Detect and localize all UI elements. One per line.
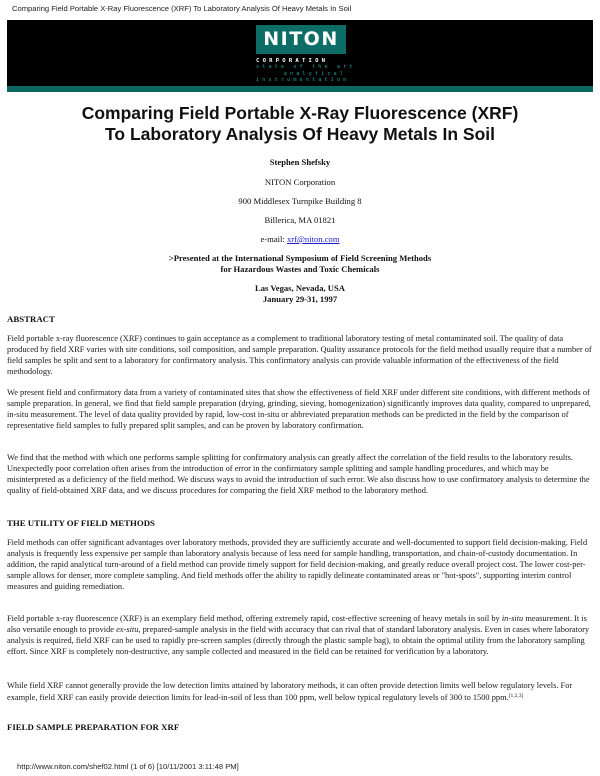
reference-superscript: [1,2,3] xyxy=(508,693,524,700)
author-city: Billerica, MA 01821 xyxy=(264,215,336,225)
print-page-header: Comparing Field Portable X-Ray Fluorescence (XRF) To Laboratory Analysis Of Heavy Metals In Soil xyxy=(12,4,352,13)
utility-heading: THE UTILITY OF FIELD METHODS xyxy=(7,518,155,528)
utility-p2-in-situ: in-situ xyxy=(501,614,524,623)
title-line-2: To Laboratory Analysis Of Heavy Metals In Soil xyxy=(105,124,495,144)
paper-title xyxy=(0,103,600,145)
presentation-line-1: >Presented at the International Symposium of Field Screening Methods xyxy=(168,253,432,263)
presentation-location: Las Vegas, Nevada, USA xyxy=(254,283,345,293)
utility-p2-ex-situ: ex-situ xyxy=(116,625,139,635)
abstract-heading: ABSTRACT xyxy=(7,314,55,324)
presentation-date: January 29-31, 1997 xyxy=(262,294,338,304)
utility-paragraph-3 xyxy=(7,680,595,703)
utility-p3-text: While field XRF cannot generally provide the low detection limits attained by laboratory methods, it can often provide detection limits well below regulatory levels. For example, field XRF can easily provide detection limits for lead-in-soil of less than 100 ppm, well below typical regulatory levels of 300 to 1500 ppm. xyxy=(7,681,573,703)
presentation-line-2: for Hazardous Wastes and Toxic Chemicals xyxy=(220,264,380,274)
presentation-info xyxy=(0,253,600,275)
logo-tagline-3: instrumentation xyxy=(256,77,350,84)
author-organization: NITON Corporation xyxy=(264,177,336,187)
utility-paragraph-2 xyxy=(7,613,595,657)
utility-p2-text-b: measurement. It is also versatile enough to provide xyxy=(7,614,587,635)
niton-banner xyxy=(7,20,593,92)
title-line-1: Comparing Field Portable X-Ray Fluorescence (XRF) xyxy=(81,103,519,123)
utility-p2-text-c: , prepared-sample analysis in the field with accuracy that can rival that of standard laboratory analysis. Even in cases where laboratory analysis is required, field XRF can be used to rapidly pre-screen samples (directly through the plastic sample bag), to obtain the optimal utility from the laboratory sampling effort. Since XRF is completely non-destructive, any sample collected and measured in the field can be retained for verification by a laboratory. xyxy=(7,625,590,657)
author-address: 900 Middlesex Turnpike Building 8 xyxy=(238,196,362,206)
logo-tagline-2: analytical xyxy=(283,70,346,77)
prep-heading: FIELD SAMPLE PREPARATION FOR XRF xyxy=(7,722,180,732)
presentation-venue xyxy=(0,283,600,305)
banner-teal-stripe xyxy=(7,86,593,92)
utility-p2-text-a: Field portable x-ray fluorescence (XRF) is an exemplary field method, offering extremely rapid, cost-effective screening of heavy metals in soil by xyxy=(7,614,502,623)
logo-tagline-1: state of the art xyxy=(256,64,356,70)
abstract-paragraph-1: Field portable x-ray fluorescence (XRF) continues to gain acceptance as a complement to traditional laboratory testing of metal contaminated soil. The quality of data produced by field XRF varies with site conditions, soil composition, and sample preparation. Quality assurance protocols for the field method usually require that a number of field samples be split and sent to a laboratory for confirmatory analysis. This confirmatory analysis can provide valuable information of the effectiveness of the field methodology. xyxy=(7,334,592,377)
utility-paragraph-1: Field methods can offer significant advantages over laboratory methods, provided they are sufficiently accurate and well-documented to support field decision-making. Field analysis is frequently less expensive per sample than laboratory analysis because of less need for sample handling, transportation, and chain-of-custody documentation. In addition, the rapid analytical turn-around of a field method can provide timely support for field decision-making, and greatly reduce overall project cost. The lower cost-per-sample allows for denser, more complete sampling. And field methods offer the ability to rapidly delineate contaminated areas or "hot-spots", supporting interim control measures and guiding remediation. xyxy=(7,538,588,592)
logo-box xyxy=(256,25,346,54)
abstract-paragraph-2: We present field and confirmatory data from a variety of contaminated sites that show the effectiveness of field XRF under different site conditions, with different methods of sample preparation. In general, we find that field sample preparation (drying, grinding, sieving, homogenization) significantly improves data quality, compared to unprepared, in-situ measurement. The level of data quality provided by rapid, low-cost in-situ or abbreviated preparation methods can be predicted in the field by the comparison of representative field samples to fully prepared split samples, and can be proven by laboratory confirmation. xyxy=(7,388,591,431)
abstract-paragraph-3: We find that the method with which one performs sample splitting for confirmatory analysis can greatly affect the correlation of the field results to the laboratory results. Unexpectedly poor correlation often arises from the introduction of error in the confirmatory sample splitting and sample handling procedures, and which may be misinterpreted as a deficiency of the field method. We discuss ways to avoid the introduction of such error. We also discuss how to use confirmatory analysis to determine the quality of field-obtained XRF data, and we discuss procedures for comparing the field XRF method to the laboratory method. xyxy=(7,453,590,496)
author-name: Stephen Shefsky xyxy=(269,157,331,167)
email-link[interactable]: xrf@niton.com xyxy=(286,234,340,244)
email-label: e-mail: xyxy=(260,234,287,244)
print-page-footer: http://www.niton.com/shef02.html (1 of 6) [10/11/2001 3:11:48 PM] xyxy=(17,762,239,771)
niton-logo xyxy=(256,25,356,84)
author-email-line xyxy=(0,234,600,244)
logo-corporation: CORPORATION xyxy=(256,58,329,64)
logo-wordmark: NITON xyxy=(263,28,339,50)
